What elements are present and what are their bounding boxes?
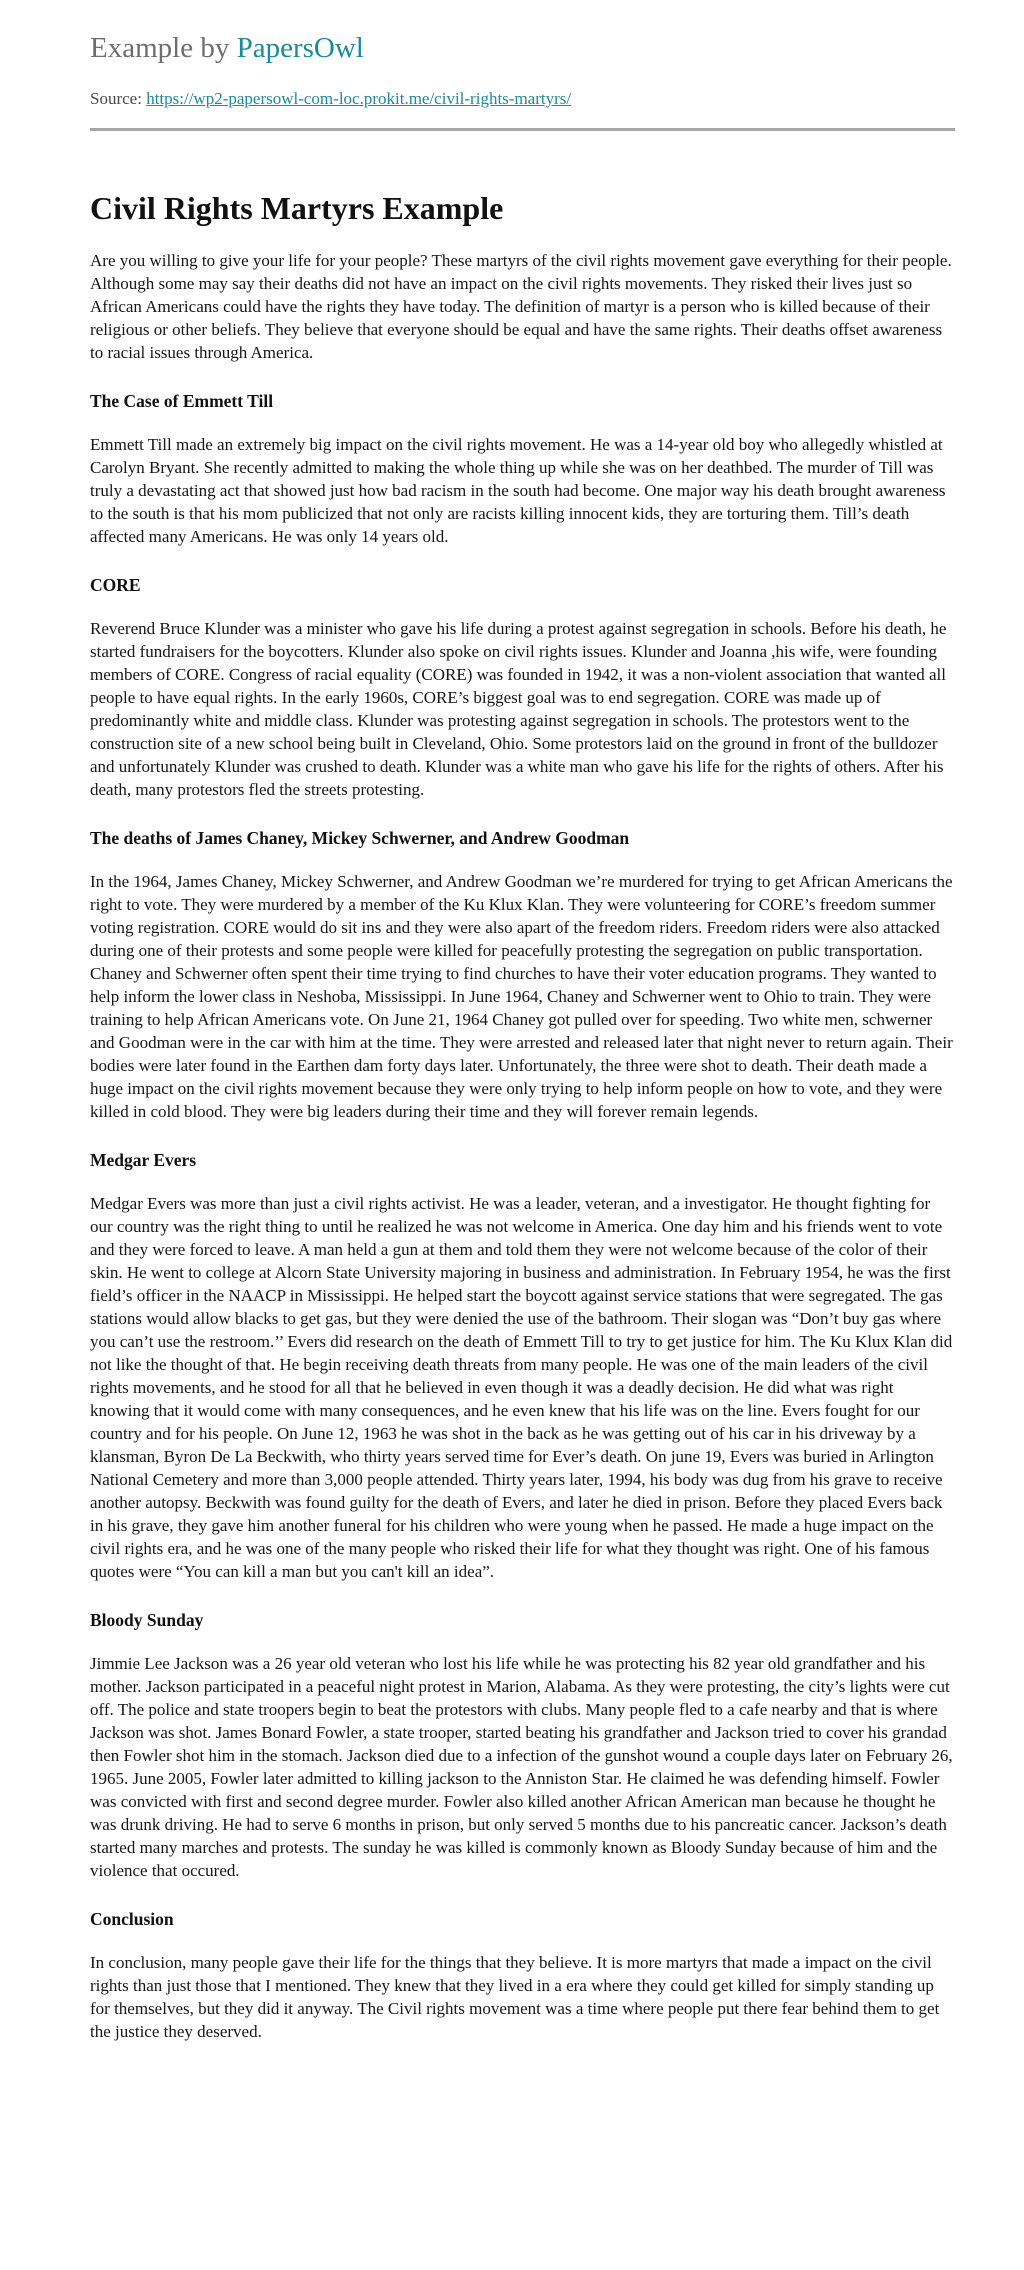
- site-header: [90, 30, 955, 66]
- source-line: [90, 88, 955, 110]
- heading-medgar-evers: Medgar Evers: [90, 1150, 197, 1170]
- paragraph-emmett-till: Emmett Till made an extremely big impact on the civil rights movement. He was a 14-year old boy who allegedly whistled at Carolyn Bryant. She recently admitted to making the whole thing up while she was on her deathbed. The murder of Till was truly a devastating act that showed just how bad racism in the south had become. One major way his death brought awareness to the south is that his mom publicized that not only are racists killing innocent kids, they are torturing them. Till’s death affected many Americans. He was only 14 years old.: [90, 435, 946, 546]
- source-link[interactable]: https://wp2-papersowl-com-loc.prokit.me/civil-rights-martyrs/: [146, 89, 572, 108]
- paragraph-bloody-sunday: Jimmie Lee Jackson was a 26 year old veteran who lost his life while he was protecting his 82 year old grandfather and his mother. Jackson participated in a peaceful night protest in Marion, Alabama. As they were protesting, the city’s lights were cut off. The police and state troopers begin to beat the protestors with clubs. Many people fled to a cafe nearby and that is where Jackson was shot. James Bonard Fowler, a state trooper, started beating his grandfather and Jackson tried to cover his grandad then Fowler shot him in the stomach. Jackson died due to a infection of the gunshot wound a couple days later on February 26, 1965. June 2005, Fowler later admitted to killing jackson to the Anniston Star. He claimed he was defending himself. Fowler was convicted with first and second degree murder. Fowler also killed another African American man because he thought he was drunk driving. He had to serve 6 months in prison, but only served 5 months due to his pancreatic cancer. Jackson’s death started many marches and protests. The sunday he was killed is commonly known as Bloody Sunday because of him and the violence that occured.: [90, 1654, 953, 1880]
- paragraph-medgar-evers: Medgar Evers was more than just a civil rights activist. He was a leader, veteran, and a investigator. He thought fighting for our country was the right thing to until he realized he was not welcome in America. One day him and his friends went to vote and they were forced to leave. A man held a gun at them and told them they were not welcome because of the color of their skin. He went to college at Alcorn State University majoring in business and administration. In February 1954, he was the first field’s officer in the NAACP in Mississippi. He helped start the boycott against service stations that were segregated. The gas stations would allow blacks to get gas, but they were denied the use of the bathroom. Their slogan was “Don’t buy gas where you can’t use the restroom.’’ Evers did research on the death of Emmett Till to try to get justice for him. The Ku Klux Klan did not like the thought of that. He begin receiving death threats from many people. He was one of the main leaders of the civil rights movements, and he stood for all that he believed in even though it was a deadly decision. He did what was right knowing that it would come with many consequences, and he even knew that his life was on the line. Evers fought for our country and for his people. On June 12, 1963 he was shot in the back as he was getting out of his car in his driveway by a klansman, Byron De La Beckwith, who thirty years served time for Ever’s death. On june 19, Evers was buried in Arlington National Cemetery and more than 3,000 people attended. Thirty years later, 1994, his body was dug from his grave to receive another autopsy. Beckwith was found guilty for the death of Evers, and later he died in prison. Before they placed Evers back in his grave, they gave him another funeral for his children who were young when he passed. He made a huge impact on the civil rights era, and he was one of the many people who risked their life for what they thought was right. One of his famous quotes were “You can kill a man but you can't kill an idea”.: [90, 1194, 953, 1581]
- heading-core: CORE: [90, 575, 141, 595]
- intro-paragraph: Are you willing to give your life for your people? These martyrs of the civil rights movement gave everything for their people. Although some may say their deaths did not have an impact on the civil rights movements. They risked their lives just so African Americans could have the rights they have today. The definition of martyr is a person who is killed because of their religious or other beliefs. They believe that everyone should be equal and have the same rights. Their deaths offset awareness to racial issues through America.: [90, 251, 952, 362]
- essay-title: Civil Rights Martyrs Example: [90, 190, 504, 226]
- heading-conclusion: Conclusion: [90, 1909, 174, 1929]
- essay-content: [90, 187, 955, 2043]
- heading-bloody-sunday: Bloody Sunday: [90, 1610, 204, 1630]
- source-label: Source:: [90, 89, 147, 108]
- heading-emmett-till: The Case of Emmett Till: [90, 391, 274, 411]
- brand-name: PapersOwl: [236, 32, 364, 64]
- paragraph-conclusion: In conclusion, many people gave their life for the things that they believe. It is more martyrs that made a impact on the civil rights than just those that I mentioned. They knew that they lived in a era where they could get killed for simply standing up for themselves, but they did it anyway. The Civil rights movement was a time where people put there fear behind them to get the justice they deserved.: [90, 1953, 940, 2041]
- paragraph-core: Reverend Bruce Klunder was a minister who gave his life during a protest against segregation in schools. Before his death, he started fundraisers for the boycotters. Klunder also spoke on civil rights issues. Klunder and Joanna ,his wife, were founding members of CORE. Congress of racial equality (CORE) was founded in 1942, it was a non-violent association that wanted all people to have equal rights. In the early 1960s, CORE’s biggest goal was to end segregation. CORE was made up of predominantly white and middle class. Klunder was protesting against segregation in schools. The protestors went to the construction site of a new school being built in Cleveland, Ohio. Some protestors laid on the ground in front of the bulldozer and unfortunately Klunder was crushed to death. Klunder was a white man who gave his life for the rights of others. After his death, many protestors fled the streets protesting.: [90, 619, 947, 799]
- heading-chaney-schwerner-goodman: The deaths of James Chaney, Mickey Schwerner, and Andrew Goodman: [90, 828, 630, 848]
- header-divider: [90, 128, 955, 131]
- header-prefix: Example by: [90, 32, 237, 64]
- paragraph-chaney-schwerner-goodman: In the 1964, James Chaney, Mickey Schwerner, and Andrew Goodman we’re murdered for trying to get African Americans the right to vote. They were murdered by a member of the Ku Klux Klan. They were volunteering for CORE’s freedom summer voting registration. CORE would do sit ins and they were also apart of the freedom riders. Freedom riders were also attacked during one of their protests and some people were killed for peacefully protesting the segregation on public transportation. Chaney and Schwerner often spent their time trying to find churches to have their voter education programs. They wanted to help inform the lower class in Neshoba, Mississippi. In June 1964, Chaney and Schwerner went to Ohio to train. They were training to help African Americans vote. On June 21, 1964 Chaney got pulled over for speeding. Two white men, schwerner and Goodman were in the car with him at the time. They were arrested and released later that night never to return again. Their bodies were later found in the Earthen dam forty days later. Unfortunately, the three were shot to death. Their death made a huge impact on the civil rights movement because they were only trying to help inform people on how to vote, and they were killed in cold blood. They were big leaders during their time and they will forever remain legends.: [90, 872, 953, 1121]
